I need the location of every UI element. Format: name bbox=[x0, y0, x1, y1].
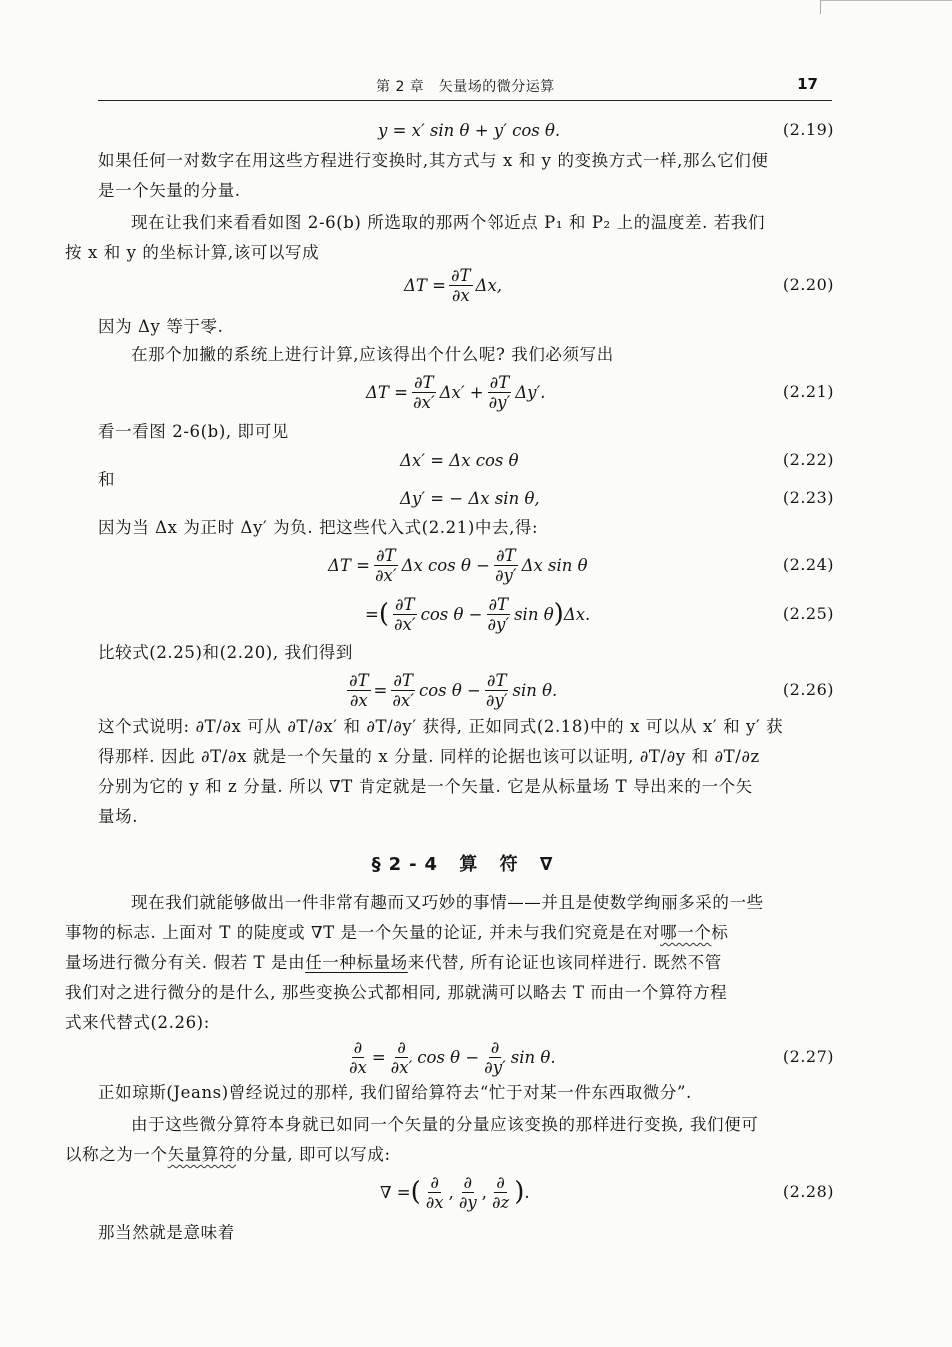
equation-rhs: sin θ. bbox=[510, 1047, 556, 1067]
numerator: ∂T bbox=[489, 372, 510, 392]
equation-mid: cos θ − bbox=[417, 1047, 480, 1067]
open-paren: ( bbox=[410, 1177, 421, 1207]
denominator: ∂y′ bbox=[484, 1057, 506, 1077]
denominator: ∂x′ bbox=[375, 565, 397, 585]
text-line: 因为 Δy 等于零. bbox=[98, 317, 224, 336]
equation-2-20 bbox=[98, 265, 834, 305]
equation-rhs: sin θ bbox=[514, 604, 554, 624]
equals-sign: = bbox=[373, 680, 388, 700]
denominator: ∂x bbox=[451, 285, 470, 305]
fraction bbox=[493, 546, 519, 585]
equation-2-26 bbox=[98, 670, 834, 710]
close-paren: ) bbox=[514, 1177, 525, 1207]
text-line: 现在我们就能够做出一件非常有趣而又巧妙的事情——并且是使数学绚丽多采的一些 bbox=[131, 893, 764, 912]
numerator: ∂T bbox=[486, 670, 507, 690]
equation-number: (2.20) bbox=[782, 275, 834, 294]
numerator: ∂T bbox=[488, 594, 509, 614]
equation-rhs: sin θ. bbox=[512, 680, 558, 700]
numerator: ∂T bbox=[393, 670, 413, 690]
numerator: ∂ bbox=[496, 1172, 505, 1192]
text-line: 式来代替式(2.26): bbox=[65, 1013, 210, 1032]
numerator: ∂T bbox=[451, 265, 471, 285]
close-paren: ) bbox=[553, 599, 564, 629]
text-segment: 以称之为一个 bbox=[65, 1145, 168, 1164]
text-line bbox=[65, 923, 729, 942]
text-segment: 量场进行微分有关. 假若 T 是由 bbox=[65, 953, 306, 972]
denominator: ∂x′ bbox=[392, 690, 414, 710]
emphasis-underline: 任一种标量场 bbox=[305, 953, 408, 972]
text-line: 那当然就是意味着 bbox=[98, 1223, 235, 1242]
denominator: ∂x bbox=[349, 1057, 367, 1077]
numerator: ∂T bbox=[376, 545, 396, 565]
fraction bbox=[347, 1038, 369, 1077]
equation-mid: Δx cos θ − bbox=[401, 555, 490, 575]
fraction bbox=[424, 1173, 446, 1212]
text-line: 得那样. 因此 ∂T/∂x 就是一个矢量的 x 分量. 同样的论据也该可以证明, ∂T/∂y 和 ∂T/∂z bbox=[98, 747, 760, 766]
paragraph-12 bbox=[65, 1110, 834, 1170]
paragraph-2 bbox=[65, 208, 834, 268]
text-segment: 的分量, 即可以写成: bbox=[236, 1145, 391, 1164]
fraction bbox=[482, 1038, 508, 1077]
equation-number: (2.24) bbox=[782, 555, 834, 574]
equation-rhs: Δy′. bbox=[515, 382, 546, 402]
denominator: ∂y′ bbox=[487, 614, 510, 634]
text-line: 如果任何一对数字在用这些方程进行变换时,其方式与 x 和 y 的变换方式一样,那么它们便 bbox=[98, 151, 769, 170]
equation-2-25 bbox=[98, 594, 834, 634]
equation-lhs: ∇ = bbox=[380, 1182, 411, 1202]
paragraph-9 bbox=[98, 712, 834, 832]
denominator: ∂z bbox=[491, 1192, 510, 1212]
equation-tail: . bbox=[524, 1182, 530, 1202]
denominator: ∂x′ bbox=[413, 392, 435, 412]
equation-lhs: ΔT = bbox=[328, 555, 370, 575]
page-number: 17 bbox=[797, 75, 818, 93]
denominator: ∂y′ bbox=[494, 565, 517, 585]
equation-2-19 bbox=[98, 110, 834, 150]
page-header bbox=[98, 72, 832, 101]
equation-mid: cos θ − bbox=[418, 680, 481, 700]
equation-2-27 bbox=[98, 1037, 834, 1077]
numerator: ∂T bbox=[349, 670, 369, 690]
equation-tail: Δx. bbox=[563, 604, 591, 624]
scan-corner-tick bbox=[820, 0, 821, 14]
text-line: 比较式(2.25)和(2.20), 我们得到 bbox=[98, 643, 353, 662]
paragraph-3 bbox=[98, 312, 834, 342]
denominator: ∂x′ bbox=[393, 614, 416, 634]
comma: , bbox=[481, 1182, 487, 1202]
equation-mid: Δx′ + bbox=[439, 382, 484, 402]
numerator: ∂ bbox=[397, 1037, 406, 1057]
open-paren: ( bbox=[378, 599, 389, 629]
paragraph-11 bbox=[98, 1078, 834, 1108]
text-line: 正如琼斯(Jeans)曾经说过的那样, 我们留给算符去“忙于对某一件东西取微分”. bbox=[98, 1083, 692, 1102]
text-segment: 事物的标志. 上面对 T 的陡度或 ∇T 是一个矢量的论证, 并未与我们究竟是在对 bbox=[65, 923, 661, 942]
fraction bbox=[389, 1038, 415, 1077]
numerator: ∂T bbox=[414, 372, 434, 392]
text-line: 在那个加撇的系统上进行计算,应该得出个什么呢? 我们必须写出 bbox=[131, 345, 614, 364]
equation-number: (2.27) bbox=[782, 1047, 834, 1066]
equation-number: (2.22) bbox=[782, 450, 834, 469]
text-line: 现在让我们来看看如图 2-6(b) 所选取的那两个邻近点 P₁ 和 P₂ 上的温度差. 若我们 bbox=[131, 213, 766, 232]
equation-number: (2.19) bbox=[782, 120, 834, 139]
fraction bbox=[347, 671, 371, 710]
paragraph-10 bbox=[65, 888, 834, 1038]
equation-2-28 bbox=[98, 1172, 834, 1212]
paragraph-13 bbox=[98, 1218, 834, 1248]
text-segment: 标 bbox=[711, 923, 729, 942]
denominator: ∂x′ bbox=[390, 1057, 413, 1077]
numerator: ∂ bbox=[490, 1037, 500, 1057]
equals-sign: = bbox=[371, 1047, 386, 1067]
equation-body: y = x′ sin θ + y′ cos θ. bbox=[378, 120, 561, 140]
denominator: ∂y′ bbox=[485, 690, 508, 710]
text-line: 和 bbox=[98, 470, 116, 489]
text-line: 看一看图 2-6(b), 即可见 bbox=[98, 422, 289, 441]
paragraph-8 bbox=[98, 638, 834, 668]
equation-mid: cos θ − bbox=[420, 604, 483, 624]
text-line bbox=[65, 953, 722, 972]
emphasis-wavy: 矢量算符 bbox=[167, 1145, 237, 1164]
equation-body: Δy′ = − Δx sin θ, bbox=[400, 488, 540, 508]
fraction bbox=[487, 373, 513, 412]
chapter-title: 第 2 章 矢量场的微分运算 bbox=[376, 79, 555, 95]
text-line: 分别为它的 y 和 z 分量. 所以 ∇T 肯定就是一个矢量. 它是从标量场 T 导出来的一个矢 bbox=[98, 777, 753, 796]
numerator: ∂ bbox=[430, 1172, 439, 1192]
paragraph-1 bbox=[98, 146, 834, 206]
equation-rhs: Δx, bbox=[475, 275, 503, 295]
numerator: ∂T bbox=[395, 594, 415, 614]
text-line bbox=[65, 1145, 391, 1164]
fraction bbox=[490, 1173, 511, 1212]
numerator: ∂ bbox=[463, 1172, 473, 1192]
text-line: 量场. bbox=[98, 807, 139, 826]
scan-corner-mark bbox=[820, 0, 952, 13]
equation-2-24 bbox=[98, 545, 834, 585]
equation-lhs: = bbox=[365, 604, 379, 624]
denominator: ∂y bbox=[458, 1192, 477, 1212]
text-segment: 来代替, 所有论证也该同样进行. 既然不管 bbox=[407, 953, 722, 972]
text-line: 这个式说明: ∂T/∂x 可从 ∂T/∂x′ 和 ∂T/∂y′ 获得, 正如同式(2.18)中的 x 可以从 x′ 和 y′ 获 bbox=[98, 717, 784, 736]
paragraph-7 bbox=[98, 513, 834, 543]
equation-2-23 bbox=[98, 478, 834, 518]
equation-rhs: Δx sin θ bbox=[521, 555, 588, 575]
fraction bbox=[390, 671, 416, 710]
equation-lhs: ΔT = bbox=[366, 382, 408, 402]
denominator: ∂y′ bbox=[488, 392, 511, 412]
denominator: ∂x bbox=[425, 1192, 444, 1212]
fraction bbox=[485, 595, 511, 634]
numerator: ∂T bbox=[495, 545, 516, 565]
text-line: 因为当 Δx 为正时 Δy′ 为负. 把这些代入式(2.21)中去,得: bbox=[98, 518, 539, 537]
text-line: 我们对之进行微分的是什么, 那些变换公式都相同, 那就满可以略去 T 而由一个算符方程 bbox=[65, 983, 728, 1002]
fraction bbox=[457, 1173, 479, 1212]
denominator: ∂x bbox=[349, 690, 368, 710]
comma: , bbox=[448, 1182, 454, 1202]
equation-number: (2.25) bbox=[782, 604, 834, 623]
fraction bbox=[392, 595, 418, 634]
equation-number: (2.26) bbox=[782, 680, 834, 699]
equation-number: (2.21) bbox=[782, 382, 834, 401]
equation-number: (2.23) bbox=[782, 488, 834, 507]
fraction bbox=[449, 266, 473, 305]
text-line: 由于这些微分算符本身就已如同一个矢量的分量应该变换的那样进行变换, 我们便可 bbox=[131, 1115, 759, 1134]
section-heading: §2-4 算 符 ∇ bbox=[371, 854, 561, 875]
fraction bbox=[373, 546, 399, 585]
equation-2-21 bbox=[98, 372, 834, 412]
paragraph-4 bbox=[98, 340, 834, 370]
fraction bbox=[484, 671, 510, 710]
numerator: ∂ bbox=[353, 1037, 363, 1057]
emphasis-wavy: 哪一个 bbox=[660, 923, 712, 942]
fraction bbox=[411, 373, 437, 412]
equation-number: (2.28) bbox=[782, 1182, 834, 1201]
text-line: 按 x 和 y 的坐标计算,该可以写成 bbox=[65, 243, 320, 262]
equation-body: Δx′ = Δx cos θ bbox=[400, 450, 519, 470]
text-line: 是一个矢量的分量. bbox=[98, 181, 241, 200]
equation-lhs: ΔT = bbox=[404, 275, 446, 295]
